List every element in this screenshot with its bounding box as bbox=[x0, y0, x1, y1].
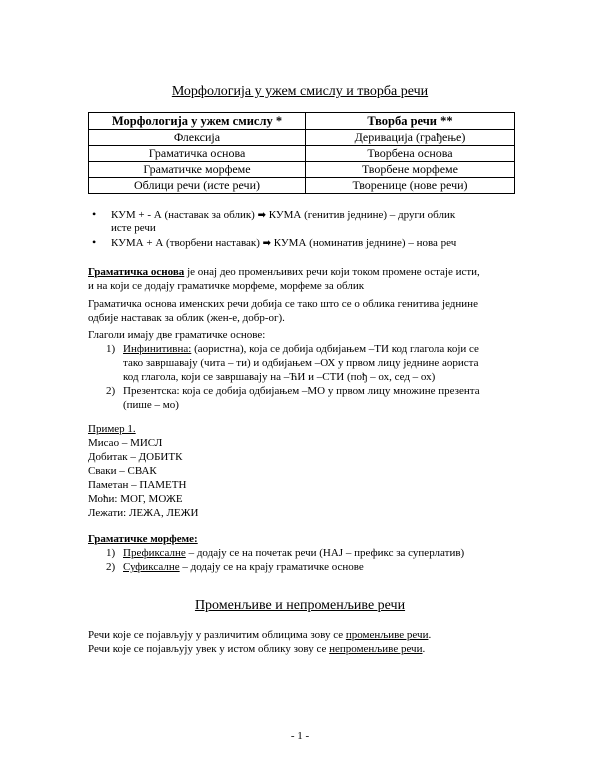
list-item: 1) Инфинитивна: (аористна), која се добија одбијањем –ТИ код глагола који се тако завршавају (чита – ти) и одбијањем –ОХ у првом лицу једнине аориста код глагола, који се завршавају на –ЋИ и –СТИ (пођ – ох, сед – ох) bbox=[106, 343, 479, 383]
page-number: - 1 - bbox=[290, 730, 310, 742]
verbs-intro: Глаголи имају две граматичке основе: bbox=[88, 329, 266, 341]
example-line: Паметан – ПАМЕТН bbox=[88, 479, 187, 491]
table-cell: Облици речи (исте речи) bbox=[89, 178, 306, 194]
arrow-right-icon: ➡ bbox=[257, 210, 266, 221]
paragraph-grammatical-base: Граматичка основа је онај део променљивих речи који током промене остаје исти, и на који се додају граматичке морфеме, морфеме за облик bbox=[88, 266, 480, 292]
paragraph-nominal-base: Граматичка основа именских речи добија се тако што се о облика генитива једнине одбије наставак за облик (жен-е, добр-ог). bbox=[88, 298, 478, 324]
table-cell: Творбена основа bbox=[306, 146, 515, 162]
morphemes-heading: Граматичке морфеме: bbox=[88, 533, 198, 545]
example-block bbox=[88, 422, 518, 520]
term: Суфиксалне bbox=[123, 561, 180, 573]
term: Граматичка основа bbox=[88, 266, 185, 278]
example-line: Сваки – СВАК bbox=[88, 465, 157, 477]
table-header-row bbox=[89, 113, 515, 130]
bullet-list bbox=[88, 209, 518, 252]
bullet-dot-icon: • bbox=[92, 235, 97, 249]
list-item: 1) Префиксалне – додају се на почетак речи (НАЈ – префикс за суперлатив) bbox=[106, 547, 465, 559]
term: Инфинитивна: bbox=[123, 343, 192, 355]
bullet-dot-icon: • bbox=[92, 207, 97, 221]
table-cell: Творенице (нове речи) bbox=[306, 178, 515, 194]
verb-bases bbox=[88, 328, 518, 412]
morphemes-block bbox=[88, 532, 518, 574]
table-cell: Граматичке морфеме bbox=[89, 162, 306, 178]
arrow-right-icon: ➡ bbox=[262, 238, 272, 249]
table-cell: Творбене морфеме bbox=[306, 162, 515, 178]
table-cell: Граматичка основа bbox=[89, 146, 306, 162]
table-row bbox=[89, 162, 515, 178]
section-title: Променљиве и непроменљиве речи bbox=[194, 598, 406, 613]
example-heading: Пример 1. bbox=[88, 423, 136, 435]
table-row bbox=[89, 130, 515, 146]
example-line: Добитак – ДОБИТК bbox=[88, 451, 183, 463]
table-header: Творба речи ** bbox=[306, 113, 515, 130]
table-row bbox=[89, 178, 515, 194]
table-cell: Флексија bbox=[89, 130, 306, 146]
table-header: Морфологија у ужем смислу * bbox=[89, 113, 306, 130]
list-item: • КУМА + А (творбени наставак) ➡ КУМА (номинатив једнине) – нова реч bbox=[92, 235, 457, 249]
list-item: 2) Суфиксалне – додају се на крају граматичке основе bbox=[106, 561, 364, 573]
list-item: • КУМ + - А (наставак за облик) ➡ КУМА (генитив једнине) – други облик исте речи bbox=[92, 207, 456, 234]
example-line: Мисао – МИСЛ bbox=[88, 437, 163, 449]
term: Префиксалне bbox=[123, 547, 186, 559]
example-line: Лежати: ЛЕЖА, ЛЕЖИ bbox=[88, 507, 199, 519]
list-item: 2) Презентска: која се добија одбијањем –МО у првом лицу множине презента (пише – мо) bbox=[106, 385, 480, 411]
page-title: Морфологија у ужем смислу и творба речи bbox=[171, 84, 429, 99]
morphology-table bbox=[88, 112, 515, 194]
table-row bbox=[89, 146, 515, 162]
table-cell: Деривација (грађење) bbox=[306, 130, 515, 146]
paragraph-word-types: Речи које се појављују у различитим облицима зову се променљиве речи. Речи које се појављују увек у истом облику зову се непроменљиве речи. bbox=[88, 629, 432, 655]
example-line: Моћи: МОГ, МОЖЕ bbox=[88, 493, 183, 505]
